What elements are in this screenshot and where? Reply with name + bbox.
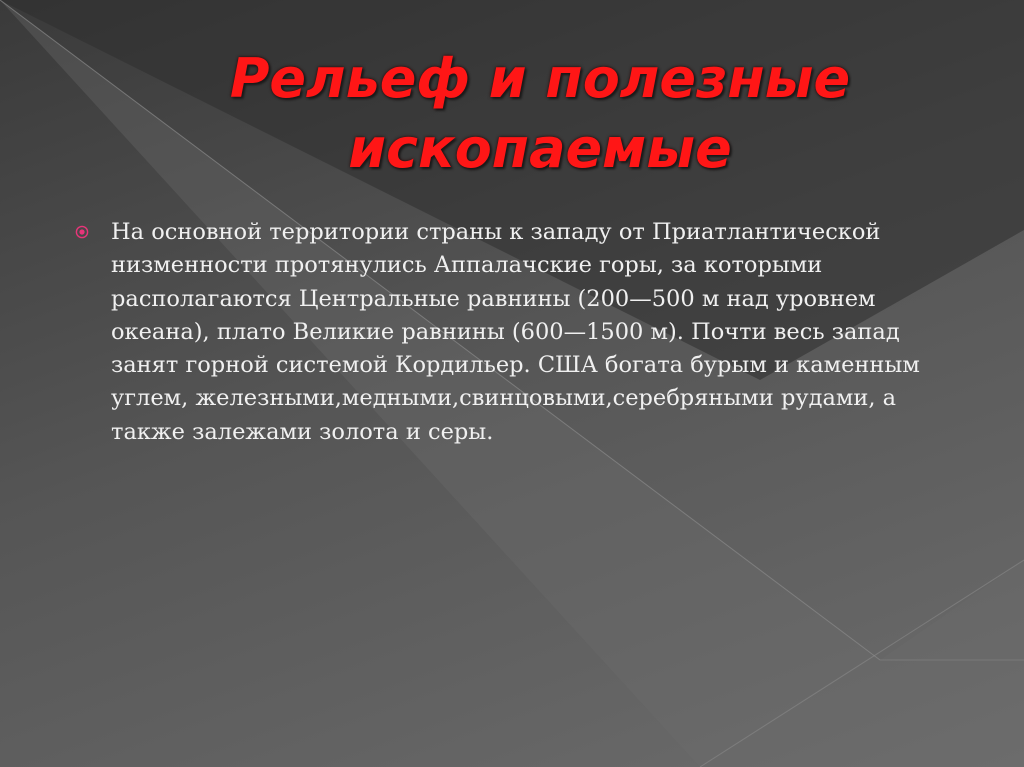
slide-title	[150, 44, 930, 184]
slide-content	[70, 216, 970, 449]
circle-bullet-icon	[75, 225, 89, 239]
slide-title-line-1: Рельеф и полезные	[229, 47, 851, 110]
bullet-text: На основной территории страны к западу от Приатлантической низменности протянулись Аппалачские горы, за которыми располагаются Центральные равнины (200—500 м над уровнем океана), плато Великие равнины (600—1500 м). Почти весь запад занят горной системой Кордильер. США богата бурым и каменным углем, железными,медными,свинцовыми,серебряными рудами, а также залежами золота и серы.	[111, 219, 920, 445]
slide-title-line-2: ископаемые	[348, 117, 732, 180]
bullet-item	[70, 216, 970, 449]
